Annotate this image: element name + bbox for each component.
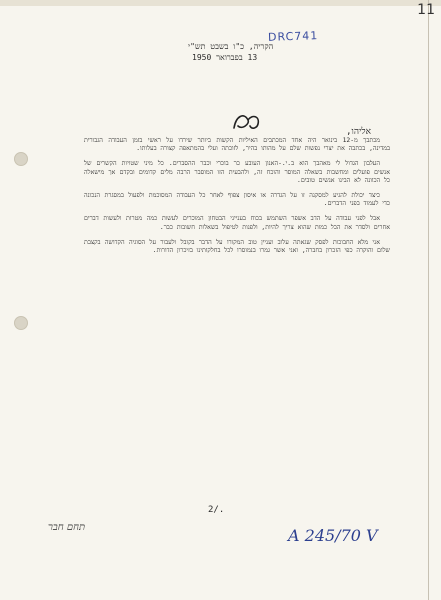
paragraph: כיצד יכולת להגיע למסקנה זו על הגדרה או איסון צפוף לאחר כל העבודה המסוכמת ולפעול במסגרת הנכונה כדי לעמוד בפני הדברים. — [84, 192, 390, 208]
archive-number: A 245/70 V — [288, 526, 378, 545]
greeting: אליהו, — [346, 127, 371, 137]
paragraph: מכתבך מ-12 בינואר היה אחד המכתבים האיליות הקשות ביותר שירדו על ראשי בזמן העבודה הגבורית במדינה, בכתבה את יצרי נפשות שלם על מהותו בהיר, לזוכתה ועלי בהמתאפה קצורה בעלותו. — [84, 137, 390, 153]
paragraph: אבל לפני עבודה על הדב אשפר השתמש בכוח בענייני הבטחון המוכרים לעשות כמה מטרות ולעשות דברים אחרים ולסדר את הכל כמות שהוא צריך להיות, ולפנות לטיפול בשאלות חשובות כבר. — [84, 215, 390, 231]
handwritten-note: תחם חבר — [48, 522, 86, 533]
punch-hole — [14, 152, 28, 166]
letter-body — [84, 137, 390, 262]
continuation-mark: 2/. — [208, 505, 225, 515]
handwritten-initial-icon — [230, 110, 264, 134]
date-hebrew: הקריה, כ"ו בשבט תש"י — [188, 42, 274, 51]
page-marker: 11 — [417, 2, 435, 18]
binder-margin-line — [428, 0, 429, 600]
paper-top-edge — [0, 0, 441, 6]
punch-hole — [14, 316, 28, 330]
paragraph: העלבון הגדול לי מאהבך הוא ב.י.-האנון העובע כר בוכרי וכבר ההסברים. כל מיני שטויות הקשרים של אנשים פועלים ומחשבות בשאלה המוסר והוכח זה, ולהבעית הזו המוסבר הרבה מלים קדומים ובקדם אך מישאלה כל הכוונה לא הבינו אנשים טובים. — [84, 160, 390, 184]
date-gregorian: 13 בפברואר 1950 — [192, 53, 258, 62]
archive-stamp-code: DRC741 — [267, 29, 319, 44]
paragraph: אני מלא החבוכות לפסק שגאתה עלוב ועניין טוב המקורו על הדבר בקובל ולעבור על הסוגיה הקדושה בקצבת שלום והוקרה כפי הזכרון בחברה, ואני אשר גמרו בנמוסרו לכל בחלקותינו בזיכרון הדורות. — [84, 238, 390, 255]
